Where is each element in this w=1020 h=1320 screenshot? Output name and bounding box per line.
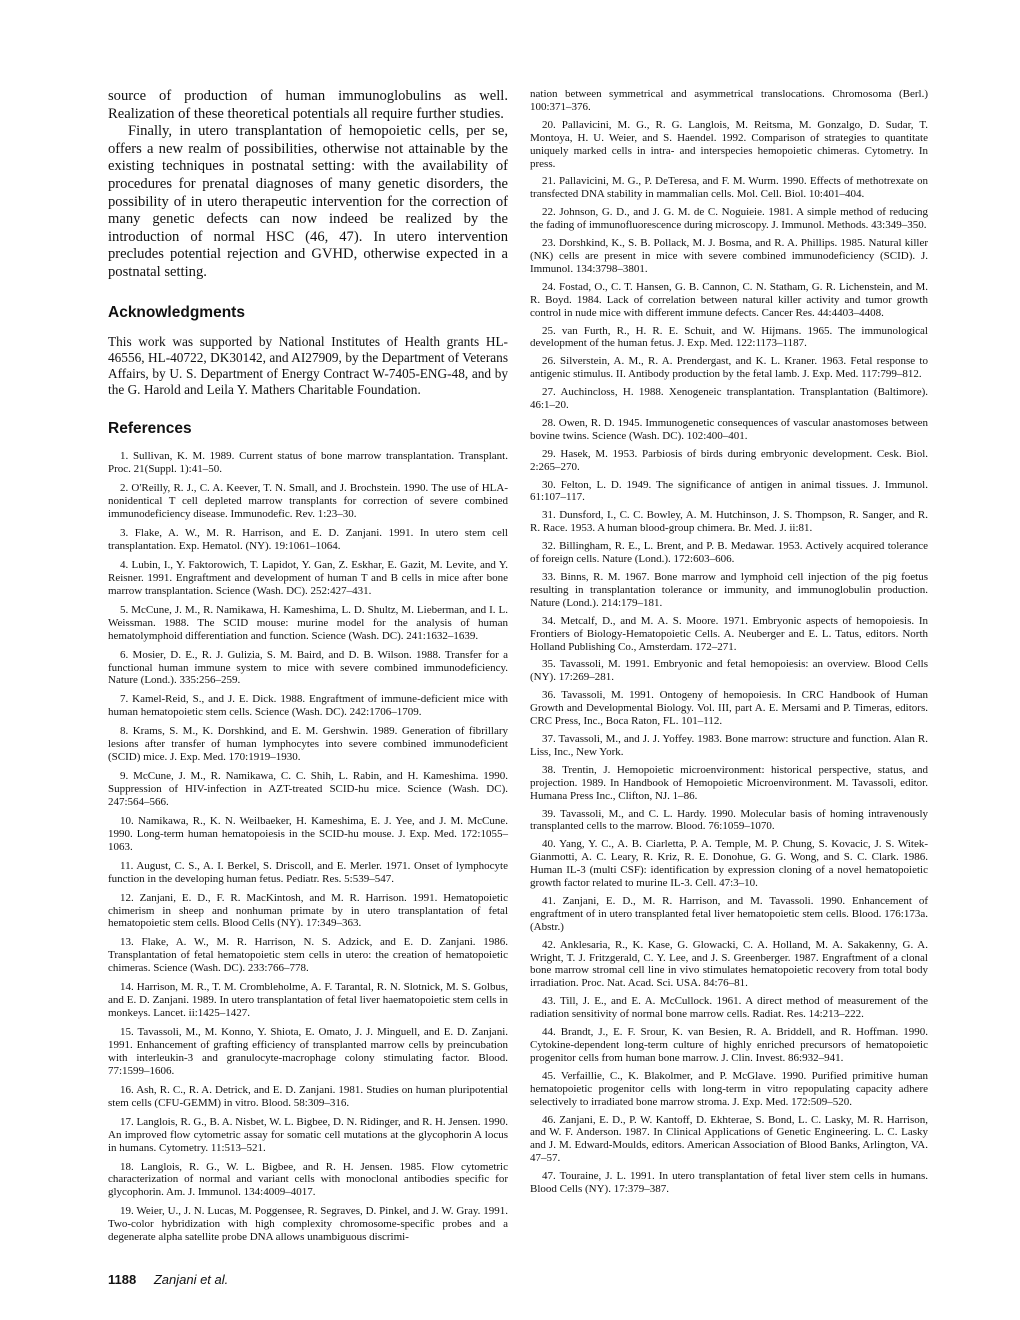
reference-item: 9. McCune, J. M., R. Namikawa, C. C. Shih, L. Rabin, and H. Kameshima. 1990. Suppression of HIV-infection in AZT-treated SCID-hu mice. Science (Wash. DC). 247:564–566. [108,770,508,808]
reference-item: 31. Dunsford, I., C. C. Bowley, A. M. Hutchinson, J. S. Thompson, R. Sanger, and R. R. Race. 1953. A human blood-group chimera. Br. Med. J. ii:81. [530,509,928,535]
reference-item: 22. Johnson, G. D., and J. G. M. de C. Noguieie. 1981. A simple method of reducing the fading of immunofluorescence during microscopy. J. Immunol. Methods. 43:349–350. [530,206,928,232]
reference-item: 30. Felton, L. D. 1949. The significance of antigen in animal tissues. J. Immunol. 61:107–117. [530,478,928,504]
reference-item: 27. Auchincloss, H. 1988. Xenogeneic transplantation. Transplantation (Baltimore). 46:1–20. [530,386,928,412]
reference-item: 4. Lubin, I., Y. Faktorowich, T. Lapidot, Y. Gan, Z. Eskhar, E. Gazit, M. Levite, and Y. Reisner. 1991. Engraftment and development of human T and B cells in mice after bone marrow transplantation. Science (Wash. DC). 252:427–431. [108,558,508,597]
reference-item: 14. Harrison, M. R., T. M. Crombleholme, A. F. Tarantal, R. N. Slotnick, M. S. Golbus, and E. D. Zanjani. 1989. In utero transplantation of fetal liver haematopoietic stem cells in monkeys. Lancet. ii:1425–1427. [108,981,508,1020]
page-number: 1188 [108,1272,137,1287]
reference-item: 10. Namikawa, R., K. N. Weilbaeker, H. Kameshima, E. J. Yee, and J. M. McCune. 1990. Long-term human hematopoiesis in the SCID-hu mouse. J. Exp. Med. 172:1055–1063. [108,814,508,853]
reference-item: 26. Silverstein, A. M., R. A. Prendergast, and K. L. Kraner. 1963. Fetal response to antigenic stimulus. II. Antibody production by the fetal lamb. J. Exp. Med. 117:799–812. [530,355,928,381]
references-list-left [108,450,508,1244]
reference-item: 33. Binns, R. M. 1967. Bone marrow and lymphoid cell injection of the pig foetus resulting in transplantation tolerance or immunity, and immunoglobulin production. Nature (Lond.). 214:179–181. [530,571,928,609]
reference-item: 43. Till, J. E., and E. A. McCullock. 1961. A direct method of measurement of the radiation sensitivity of normal bone marrow cells. Radiat. Res. 14:213–222. [530,995,928,1021]
reference-item: 29. Hasek, M. 1953. Parbiosis of birds during embryonic development. Cesk. Biol. 2:265–270. [530,447,928,473]
reference-item: 36. Tavassoli, M. 1991. Ontogeny of hemopoiesis. In CRC Handbook of Human Growth and Developmental Biology. Vol. III, part A. E. Mersami and P. Timeras, editors. CRC Press, Inc., Boca Raton, FL. 101–112. [530,689,928,728]
reference-item: 42. Anklesaria, R., K. Kase, G. Glowacki, C. A. Holland, M. A. Sakakenny, G. A. Wright, T. J. Fritzgerald, C. Y. Lee, and J. S. Greenberger. 1987. Engraftment of a clonal bone marrow stromal cell line in vivo stimulates hematopoietic recovery from total body irradiation. Proc. Nat. Acad. Sci. USA. 84:76–81. [530,938,928,990]
reference-item: 23. Dorshkind, K., S. B. Pollack, M. J. Bosma, and R. A. Phillips. 1985. Natural killer (NK) cells are present in mice with severe combined immunodeficiency (SCID). J. Immunol. 134:3798–3801. [530,237,928,275]
page-footer [108,1272,228,1287]
reference-item: 1. Sullivan, K. M. 1989. Current status of bone marrow transplantation. Transplant. Proc. 21(Suppl. 1):41–50. [108,450,508,476]
reference-item: 21. Pallavicini, M. G., P. DeTeresa, and F. M. Wurm. 1990. Effects of methotrexate on transfected DNA stability in mammalian cells. Mol. Cell. Biol. 10:401–404. [530,175,928,201]
reference-continuation: nation between symmetrical and asymmetrical translocations. Chromosoma (Berl.) 100:371–376. [530,88,928,113]
reference-item: 13. Flake, A. W., M. R. Harrison, N. S. Adzick, and E. D. Zanjani. 1986. Transplantation of fetal hematopoietic stem cells in utero: the creation of hematopoietic chimeras. Science (Wash. DC). 233:766–778. [108,936,508,975]
reference-item: 35. Tavassoli, M. 1991. Embryonic and fetal hemopoiesis: an overview. Blood Cells (NY). 17:269–281. [530,658,928,684]
reference-item: 41. Zanjani, E. D., M. R. Harrison, and M. Tavassoli. 1990. Enhancement of engraftment of in utero transplanted fetal liver hematopoietic stem cells. Blood. 176:173a. (Abstr.) [530,894,928,933]
reference-item: 32. Billingham, R. E., L. Brent, and P. B. Medawar. 1953. Actively acquired tolerance of foreign cells. Nature (Lond.). 172:603–606. [530,540,928,566]
reference-item: 45. Verfaillie, C., K. Blakolmer, and P. McGlave. 1990. Purified primitive human hematopoietic progenitor cells with long-term in vitro repopulating capacity adhere selectively to irradiated bone marrow stroma. J. Exp. Med. 172:509–520. [530,1069,928,1108]
reference-item: 5. McCune, J. M., R. Namikawa, H. Kameshima, L. D. Shultz, M. Lieberman, and I. L. Weissman. 1988. The SCID mouse: murine model for the analysis of human hematolymphoid differentiation and function. Science (Wash. DC). 241:1632–1639. [108,603,508,642]
reference-item: 2. O'Reilly, R. J., C. A. Keever, T. N. Small, and J. Brochstein. 1990. The use of HLA-nonidentical T cell depleted marrow transplants for correction of severe combined immunodeficiency disease. Immunodefic. Rev. 1:23–30. [108,482,508,521]
acknowledgments-heading: Acknowledgments [108,303,245,321]
reference-item: 11. August, C. S., A. I. Berkel, S. Driscoll, and E. Merler. 1971. Onset of lymphocyte function in the developing human fetus. Pediatr. Res. 5:539–547. [108,859,508,885]
reference-item: 3. Flake, A. W., M. R. Harrison, and E. D. Zanjani. 1991. In utero stem cell transplantation. Exp. Hematol. (NY). 19:1061–1064. [108,527,508,552]
right-column [530,88,928,1201]
reference-item: 12. Zanjani, E. D., F. R. MacKintosh, and M. R. Harrison. 1991. Hematopoietic chimerism in sheep and nonhuman primate by in utero transplantation of fetal hematopoietic stem cells. Blood Cells (NY). 17:349–363. [108,891,508,930]
reference-item: 24. Fostad, O., C. T. Hansen, G. B. Cannon, C. N. Statham, G. R. Lichenstein, and M. R. Boyd. 1984. Lack of correlation between natural killer activity and tumor growth control in nude mice with different immune defects. Cancer Res. 44:4403–4408. [530,280,928,319]
reference-item: 25. van Furth, R., H. R. E. Schuit, and W. Hijmans. 1965. The immunological development of the human fetus. J. Exp. Med. 122:1173–1187. [530,324,928,350]
reference-item: 6. Mosier, D. E., R. J. Gulizia, S. M. Baird, and D. B. Wilson. 1988. Transfer for a functional human immune system to mice with severe combined immunodeficiency. Nature (Lond.). 335:256–259. [108,648,508,687]
reference-item: 15. Tavassoli, M., M. Konno, Y. Shiota, E. Omato, J. J. Minguell, and E. D. Zanjani. 1991. Enhancement of grafting efficiency of transplanted marrow cells by preincubation with interleukin-3 and granulocyte-macrophage colony stimulating factor. Blood. 77:1599–1606. [108,1026,508,1077]
reference-item: 8. Krams, S. M., K. Dorshkind, and E. M. Gershwin. 1989. Generation of fibrillary lesions after transfer of human lymphocytes into severe combined immunodeficient (SCID) mice. J. Exp. Med. 170:1919–1930. [108,725,508,764]
reference-item: 18. Langlois, R. G., W. L. Bigbee, and R. H. Jensen. 1985. Flow cytometric characterization of normal and variant cells with monoclonal antibodies specific for glycophorin. Am. J. Immunol. 134:4009–4017. [108,1160,508,1199]
reference-item: 20. Pallavicini, M. G., R. G. Langlois, M. Reitsma, M. Gonzalgo, D. Sudar, T. Montoya, H. U. Weier, and S. Haendel. 1992. Comparison of strategies to quantitate uniquely marked cells in intra- and interspecies hemopoietic chimeras. Cytometry. In press. [530,118,928,170]
reference-item: 44. Brandt, J., E. F. Srour, K. van Besien, R. A. Briddell, and R. Hoffman. 1990. Cytokine-dependent long-term culture of highly enriched precursors of hematopoietic progenitor cells from human bone marrow. J. Clin. Invest. 86:932–941. [530,1026,928,1064]
body-paragraph-2: Finally, in utero transplantation of hemopoietic cells, per se, offers a new realm of possibilities, otherwise not attainable by the existing techniques in postnatal setting: with the availability of procedures for prenatal diagnoses of many genetic disorders, the possibility of in utero therapeutic intervention for the correction of many genetic defects can now indeed be realized by the introduction of normal HSC (46, 47). In utero intervention precludes potential rejection and GVHD, otherwise expected in a postnatal setting. [108,123,508,280]
reference-item: 7. Kamel-Reid, S., and J. E. Dick. 1988. Engraftment of immune-deficient mice with human hematopoietic stem cells. Science (Wash. DC). 242:1706–1709. [108,693,508,719]
left-column [108,88,508,1250]
reference-item: 47. Touraine, J. L. 1991. In utero transplantation of fetal liver stem cells in humans. Blood Cells (NY). 17:379–387. [530,1170,928,1196]
reference-item: 46. Zanjani, E. D., P. W. Kantoff, D. Ekhterae, S. Bond, L. C. Lasky, M. R. Harrison, and W. F. Anderson. 1987. In Clinical Applications of Genetic Engineering. L. C. Lasky and J. M. Edward-Moulds, editors. American Association of Blood Banks, Arlington, VA. 47–57. [530,1113,928,1165]
acknowledgments-text: This work was supported by National Institutes of Health grants HL-46556, HL-40722, DK30142, and AI27909, by the Department of Veterans Affairs, by U. S. Department of Energy Contract W-7405-ENG-48, and by the G. Harold and Leila Y. Mathers Charitable Foundation. [108,333,508,398]
reference-item: 39. Tavassoli, M., and C. L. Hardy. 1990. Molecular basis of homing intravenously transplanted cells to the marrow. Blood. 76:1059–1070. [530,807,928,833]
reference-item: 38. Trentin, J. Hemopoietic microenvironment: historical perspective, status, and projection. 1989. In Handbook of Hemopoietic Microenvironment. M. Tavassoli, editor. Humana Press Inc., Clifton, NJ. 1–86. [530,763,928,802]
reference-item: 34. Metcalf, D., and M. A. S. Moore. 1971. Embryonic aspects of hemopoiesis. In Frontiers of Biology-Hematopoietic Cells. A. Neuberger and E. L. Tatus, editors. North Holland Publishing Co., Amsterdam. 172–271. [530,614,928,653]
references-list-right [530,88,928,1196]
running-authors: Zanjani et al. [153,1272,229,1287]
reference-item: 28. Owen, R. D. 1945. Immunogenetic consequences of vascular anastomoses between bovine twins. Science (Wash. DC). 102:400–401. [530,416,928,442]
references-heading: References [108,420,192,438]
reference-item: 16. Ash, R. C., R. A. Detrick, and E. D. Zanjani. 1981. Studies on human pluripotential stem cells (CFU-GEMM) in vitro. Blood. 58:309–316. [108,1083,508,1109]
reference-item: 19. Weier, U., J. N. Lucas, M. Poggensee, R. Segraves, D. Pinkel, and J. W. Gray. 1991. Two-color hybridization with high complexity chromosome-specific probes and a degenerate alpha satellite probe DNA allows unambiguous discrimi- [108,1205,508,1244]
reference-item: 40. Yang, Y. C., A. B. Ciarletta, P. A. Temple, M. P. Chung, S. Kovacic, J. S. Witek-Gianmotti, A. C. Leary, R. Kriz, R. E. Donohue, G. G. Wong, and S. C. Clark. 1986. Human IL-3 (multi CSF): identification by expression cloning of a novel hematopoietic growth factor related to murine IL-3. Cell. 47:3–10. [530,838,928,890]
reference-item: 17. Langlois, R. G., B. A. Nisbet, W. L. Bigbee, D. N. Ridinger, and R. H. Jensen. 1990. An improved flow cytometric assay for somatic cell mutations at the glycophorin A locus in humans. Cytometry. 11:513–521. [108,1115,508,1154]
body-paragraph-1: source of production of human immunoglobulins as well. Realization of these theoretical potentials all require further studies. [108,88,508,122]
reference-item: 37. Tavassoli, M., and J. J. Yoffey. 1983. Bone marrow: structure and function. Alan R. Liss, Inc., New York. [530,732,928,758]
